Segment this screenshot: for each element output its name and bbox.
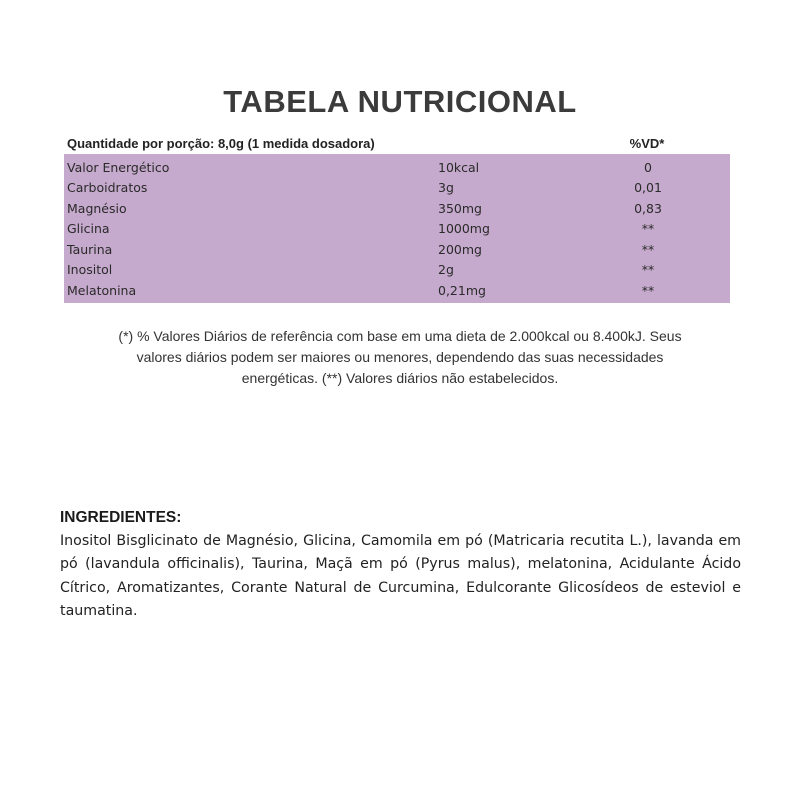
- footnote-line: valores diários podem ser maiores ou menores, dependendo das suas necessidades: [136, 349, 664, 365]
- nutrient-daily-value: **: [641, 262, 655, 278]
- nutrient-name: Inositol: [67, 262, 113, 278]
- nutrient-name: Valor Energético: [67, 159, 170, 175]
- ingredients-list: Inositol Bisglicinato de Magnésio, Glicina, Camomila em pó (Matricaria recutita L.), lavanda em pó (lavandula officinalis), Taurina, Maçã em pó (Pyrus malus), melatonina, Acidulante Ácido Cítrico, Aromatizantes, Corante Natural de Curcumina, Edulcorante Glicosídeos de esteviol e taumatina.: [60, 533, 741, 620]
- nutrient-amount: 10kcal: [438, 159, 480, 175]
- table-row: [64, 157, 730, 178]
- footnote-line: (*) % Valores Diários de referência com base em uma dieta de 2.000kcal ou 8.400kJ. Seus: [118, 328, 682, 344]
- nutrient-name: Glicina: [67, 221, 110, 237]
- serving-size-label: Quantidade por porção: 8,0g (1 medida dosadora): [67, 135, 375, 151]
- nutrient-name: Magnésio: [67, 200, 127, 216]
- nutrient-amount: 3g: [438, 180, 454, 196]
- nutrient-amount: 200mg: [438, 241, 482, 257]
- table-row: [64, 260, 730, 281]
- table-row: [64, 178, 730, 199]
- nutrient-name: Carboidratos: [67, 180, 148, 196]
- nutrient-amount: 2g: [438, 262, 454, 278]
- nutrient-daily-value: **: [641, 221, 655, 237]
- daily-value-footnote: [70, 326, 730, 389]
- nutrient-amount: 350mg: [438, 200, 482, 216]
- nutrient-amount: 1000mg: [438, 221, 490, 237]
- table-body: [64, 154, 730, 303]
- nutrient-amount: 0,21mg: [438, 282, 486, 298]
- nutrient-name: Melatonina: [67, 282, 137, 298]
- page-title: TABELA NUTRICIONAL: [223, 84, 577, 119]
- table-row: [64, 280, 730, 301]
- daily-value-header: %VD*: [629, 135, 665, 151]
- nutrient-daily-value: **: [641, 241, 655, 257]
- ingredients-heading: INGREDIENTES:: [60, 509, 182, 526]
- table-row: [64, 239, 730, 260]
- nutrient-daily-value: 0: [644, 159, 652, 175]
- footnote-line: energéticas. (**) Valores diários não estabelecidos.: [241, 370, 559, 386]
- nutrient-daily-value: 0,01: [634, 180, 662, 196]
- table-header: [64, 132, 730, 154]
- nutrient-name: Taurina: [67, 241, 113, 257]
- nutrient-daily-value: 0,83: [634, 200, 662, 216]
- nutrition-table: [64, 132, 730, 303]
- table-row: [64, 198, 730, 219]
- table-row: [64, 219, 730, 240]
- nutrient-daily-value: **: [641, 282, 655, 298]
